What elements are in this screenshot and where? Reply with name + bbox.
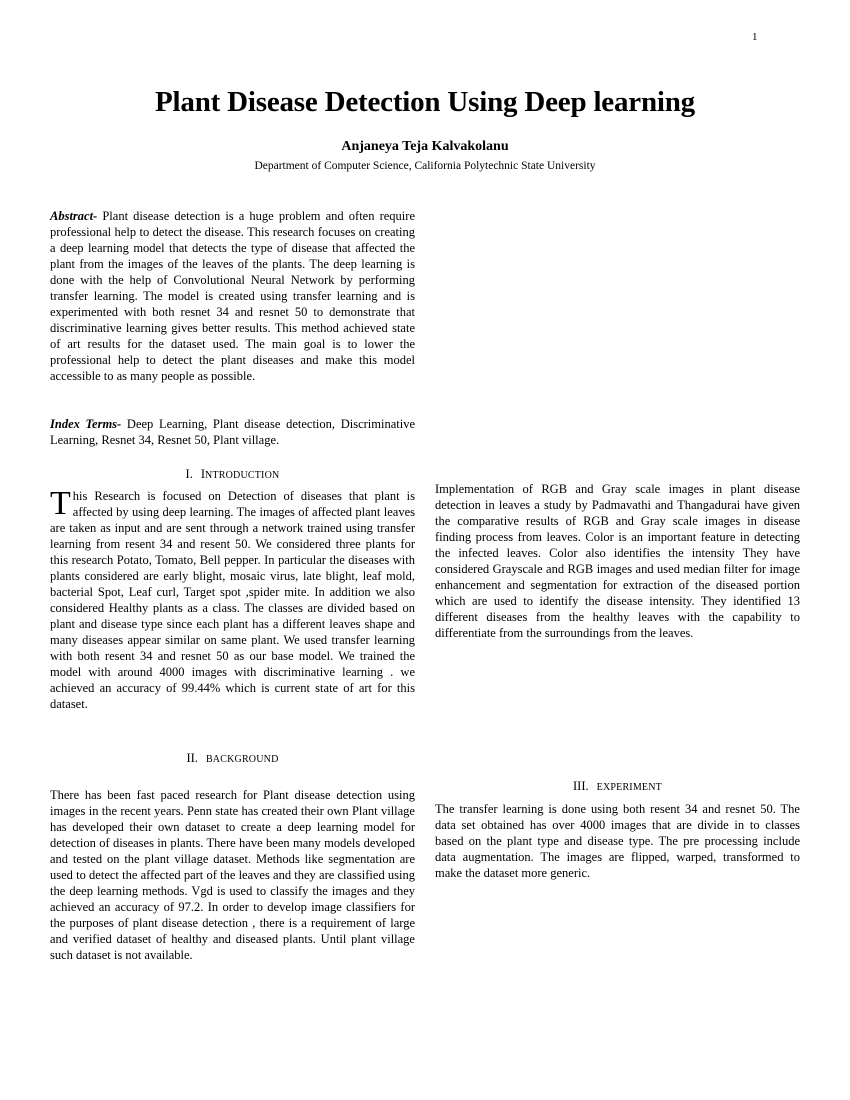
experiment-heading xyxy=(435,778,800,796)
experiment-section xyxy=(435,778,800,881)
related-work-block xyxy=(435,481,800,641)
index-terms xyxy=(50,416,415,448)
background-number: II. xyxy=(186,751,198,765)
background-text: There has been fast paced research for Plant disease detection using images in the recent years. Penn state has created their own Plant village has developed their own dataset to create a deep learning model for detection of diseases in plants. There have been many models developed and tested on the plant village dataset. Methods like segmentation are used to detect the affected part of the leaves and they are classified using the deep learning methods. Vgd is used to classify the images and they achieved an accuracy of 97.2. In order to develop image classifiers for the purposes of plant disease detection , there is a requirement of large and verified dataset of healthy and diseased plants. Until plant village such dataset is not available. xyxy=(50,788,415,962)
background-section xyxy=(50,750,415,768)
introduction-body: his Research is focused on Detection of diseases that plant is affected by using deep learning. The images of affected plant leaves are taken as input and are sent through a network trained using transfer learning from resent 34 and resent 50. We considered three plants for this research Potato, Tomato, Bell pepper. In particular the diseases with plants considered are early blight, mosaic virus, late blight, leaf mold, bacterial Spot, Leaf curl, Target spot ,spider mite. In addition we also considered Healthy plants as a class. The classes are divided based on plant and disease type since each plant has a different leaves shape and many diseases appear similar on same plant. We used transfer learning with both resent 34 and resnet 50 as our base model. We trained the model with around 4000 images with discriminative learning . we achieved an accuracy of 99.44% which is current state of art for this dataset. xyxy=(50,489,415,711)
introduction-heading xyxy=(50,466,415,484)
introduction-text xyxy=(50,485,415,712)
introduction-number: I. xyxy=(185,467,193,481)
author-affiliation: Department of Computer Science, California Polytechnic State University xyxy=(254,160,596,172)
experiment-number: III. xyxy=(573,779,589,793)
index-terms-label: Index Terms- xyxy=(50,417,122,431)
introduction-heading-initial: I xyxy=(200,467,206,481)
background-body-block xyxy=(50,787,415,963)
related-work-text: Implementation of RGB and Gray scale images in plant disease detection in leaves a study by Padmavathi and Thangadurai have given the comparative results of RGB and Gray scale images in disease finding process from leaves. Color is an important feature in detecting the infected leaves. Color also identifies the intensity They have considered Grayscale and RGB images and used median filter for image enhancement and segmentation for extraction of the diseased portion which are used to identify the disease intensity. They identified 13 different diseases from the healthy leaves with the capability to differentiate from the surroundings from the leaves. xyxy=(435,482,800,640)
abstract-block xyxy=(50,208,415,384)
abstract-text: Plant disease detection is a huge problem and often require professional help to detect the disease. This research focuses on creating a deep learning model that detects the type of disease that affected the plant from the images of the leaves of the plants. The deep learning is done with the help of Convolutional Neural Network by performing transfer learning. The model is created using transfer learning and is experimented with both resnet 34 and resnet 50 to demonstrate that discriminative learning gives better results. This method achieved state of art results for the dataset used. The main goal is to lower the professional help to detect the plant diseases and make this model accessible to as many people as possible. xyxy=(50,209,415,383)
drop-cap-letter: T xyxy=(50,485,71,522)
experiment-text: The transfer learning is done using both resent 34 and resnet 50. The data set obtained has over 4000 images that are divide in to classes based on the plant type and disease type. The pre processing include data augmentation. The images are flipped, warped, transformed to make the dataset more generic. xyxy=(435,802,800,880)
index-terms-text: Deep Learning, Plant disease detection, Discriminative Learning, Resnet 34, Resnet 50, Plant village. xyxy=(50,417,416,447)
page-number: 1 xyxy=(752,31,758,43)
abstract-label: Abstract- xyxy=(50,209,98,223)
introduction-heading-rest: NTRODUCTION xyxy=(205,470,280,481)
index-terms-block xyxy=(50,416,415,448)
abstract xyxy=(50,208,415,384)
background-heading-text: BACKGROUND xyxy=(205,754,279,765)
experiment-heading-text: EXPERIMENT xyxy=(596,782,662,793)
paper-title: Plant Disease Detection Using Deep learning xyxy=(155,86,695,118)
background-heading xyxy=(50,750,415,768)
author-name: Anjaneya Teja Kalvakolanu xyxy=(341,139,509,154)
introduction-section xyxy=(50,466,415,712)
